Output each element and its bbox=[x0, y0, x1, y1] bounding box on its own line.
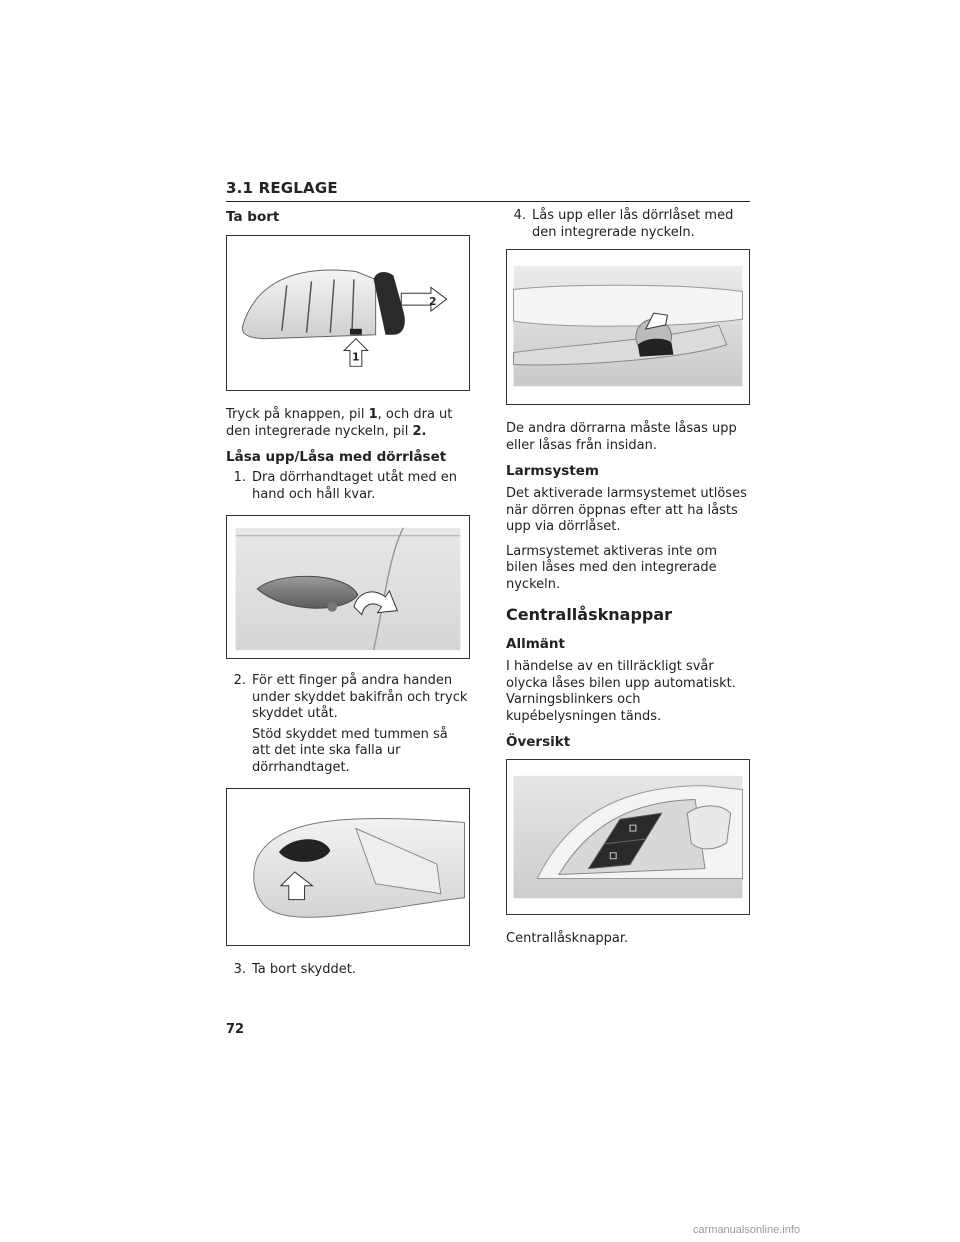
step-4-text: Lås upp eller lås dörrlåset med den integrerade nyckeln. bbox=[532, 208, 734, 240]
step-3 bbox=[226, 962, 470, 979]
step-2-note: Stöd skyddet med tummen så att det inte ska falla ur dörrhandtaget. bbox=[252, 726, 448, 775]
central-lock-buttons-illustration bbox=[507, 760, 749, 914]
left-column bbox=[226, 208, 470, 979]
step-1-text: Dra dörrhandtaget utåt med en hand och håll kvar. bbox=[252, 470, 457, 502]
step-2-text: För ett finger på andra handen under skyddet bakifrån och tryck skyddet utåt. bbox=[252, 673, 468, 721]
figure-key-lock bbox=[506, 249, 750, 405]
step-1 bbox=[226, 470, 470, 503]
section-title: 3.1 REGLAGE bbox=[226, 179, 338, 197]
figure-central-lock-buttons bbox=[506, 759, 750, 915]
arrow-label-1: 1 bbox=[351, 350, 360, 364]
section-header bbox=[226, 178, 750, 202]
key-in-lock-illustration bbox=[507, 250, 749, 404]
heading-overview: Översikt bbox=[506, 734, 571, 750]
step-2-number: 2. bbox=[233, 673, 246, 688]
right-column bbox=[506, 208, 750, 948]
step-4 bbox=[506, 208, 750, 241]
para-press-text-2: , och dra ut den integrerade nyckeln, pil bbox=[226, 407, 453, 439]
para-alarm-1: Det aktiverade larmsystemet utlöses när dörren öppnas efter att ha låsts upp via dörrlåset. bbox=[506, 486, 747, 534]
figure-key-removal bbox=[226, 235, 470, 391]
para-press-bold-1: 1 bbox=[368, 407, 378, 422]
para-press-button bbox=[226, 407, 470, 440]
para-press-bold-2: 2. bbox=[412, 423, 427, 439]
heading-lock-door: Låsa upp/Låsa med dörrlåset bbox=[226, 449, 447, 465]
caption-overview: Centrallåsknappar. bbox=[506, 931, 629, 946]
cover-removal-illustration bbox=[227, 789, 469, 945]
figure-door-handle-pull bbox=[226, 515, 470, 659]
watermark: carmanualsonline.info bbox=[693, 1224, 801, 1236]
key-fob-illustration bbox=[227, 236, 469, 390]
figure-cover-removal bbox=[226, 788, 470, 946]
step-3-text: Ta bort skyddet. bbox=[252, 962, 356, 977]
para-press-text-1: Tryck på knappen, pil bbox=[226, 407, 369, 422]
step-1-number: 1. bbox=[233, 470, 246, 485]
page-number: 72 bbox=[226, 1022, 245, 1037]
heading-remove: Ta bort bbox=[226, 209, 280, 225]
step-3-number: 3. bbox=[233, 962, 246, 977]
heading-general: Allmänt bbox=[506, 636, 565, 652]
door-handle-illustration bbox=[227, 516, 469, 658]
para-general: I händelse av en tillräckligt svår olycka låses bilen upp automatiskt. Varningsblinkers och kupébelysningen tänds. bbox=[506, 659, 736, 724]
step-4-number: 4. bbox=[513, 208, 526, 223]
heading-central-lock: Centrallåsknappar bbox=[506, 605, 673, 624]
heading-alarm: Larmsystem bbox=[506, 463, 599, 479]
para-alarm-2: Larmsystemet aktiveras inte om bilen låses med den integrerade nyckeln. bbox=[506, 543, 718, 592]
step-2 bbox=[226, 673, 470, 723]
para-other-doors: De andra dörrarna måste låsas upp eller låsas från insidan. bbox=[506, 421, 737, 453]
arrow-label-2: 2 bbox=[428, 295, 437, 309]
